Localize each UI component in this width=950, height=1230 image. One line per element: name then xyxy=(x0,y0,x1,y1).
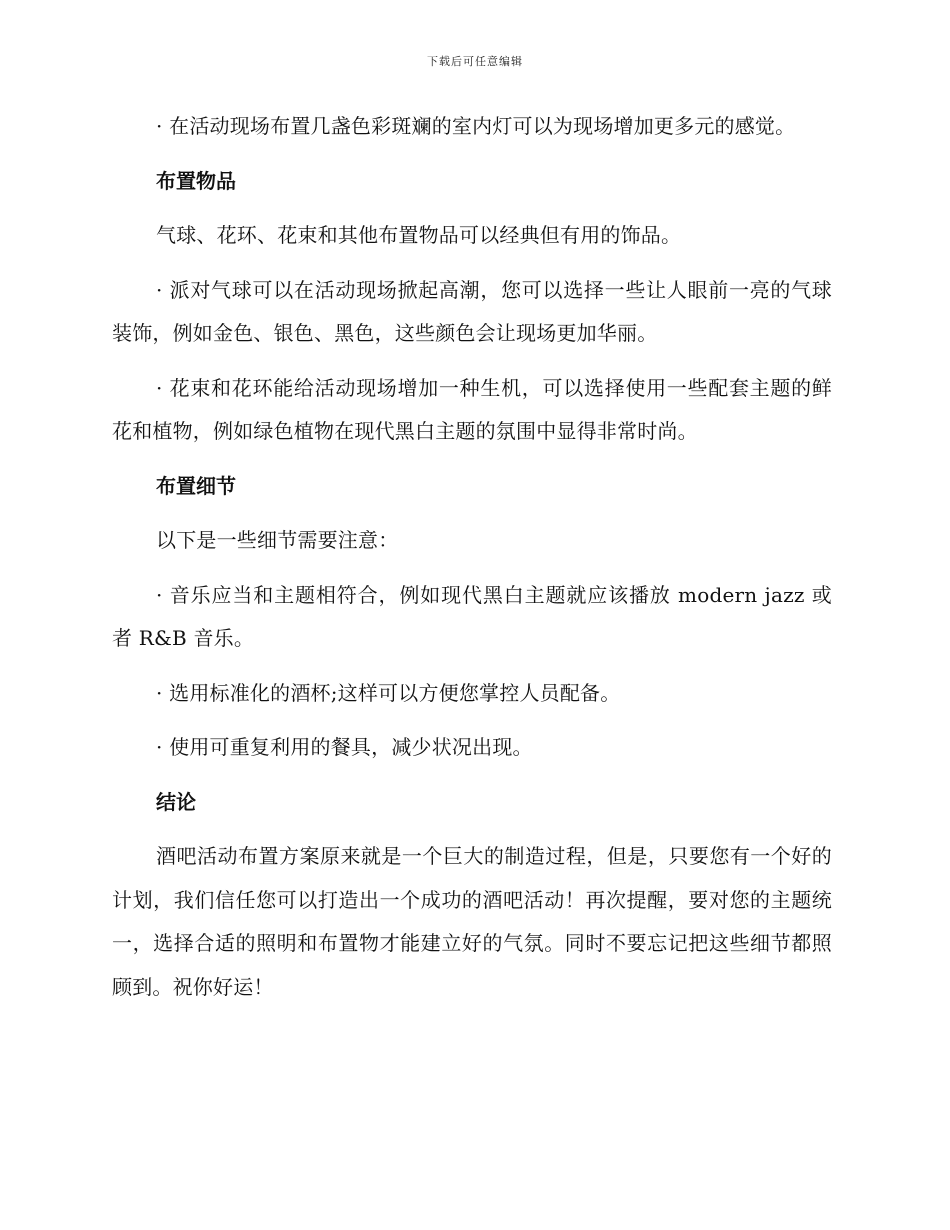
section-heading-conclusion: 结论 xyxy=(156,789,196,814)
spacer xyxy=(112,715,832,726)
paragraph-decor-intro: 气球、花环、花束和其他布置物品可以经典但有用的饰品。 xyxy=(156,223,682,247)
spacer xyxy=(112,258,832,269)
spacer xyxy=(112,454,832,465)
paragraph-music: · 音乐应当和主题相符合，例如现代黑白主题就应该播放 modern jazz 或者 R&B 音乐。 xyxy=(112,582,832,650)
spacer xyxy=(112,356,832,367)
spacer xyxy=(112,508,832,519)
spacer xyxy=(112,661,832,672)
paragraph-conclusion: 酒吧活动布置方案原来就是一个巨大的制造过程，但是，只要您有一个好的计划，我们信任您可以打造出一个成功的酒吧活动！再次提醒，要对您的主题统一，选择合适的照明和布置物才能建立好的气氛。同时不要忘记把这些细节都照顾到。祝你好运！ xyxy=(112,844,832,999)
paragraph-glassware: · 选用标准化的酒杯;这样可以方便您掌控人员配备。 xyxy=(156,680,621,705)
spacer xyxy=(112,770,832,781)
document-body xyxy=(112,105,832,1009)
paragraph-balloons: · 派对气球可以在活动现场掀起高潮，您可以选择一些让人眼前一亮的气球装饰，例如金色、银色、黑色，这些颜色会让现场更加华丽。 xyxy=(112,277,832,345)
spacer xyxy=(112,824,832,835)
spacer xyxy=(112,563,832,574)
section-heading-details: 布置细节 xyxy=(156,473,236,498)
section-heading-decor-items: 布置物品 xyxy=(156,168,236,193)
paragraph-lighting-note: · 在活动现场布置几盏色彩斑斓的室内灯可以为现场增加更多元的感觉。 xyxy=(156,114,796,138)
paragraph-details-intro: 以下是一些细节需要注意： xyxy=(156,528,399,552)
spacer xyxy=(112,149,832,160)
paragraph-tableware: · 使用可重复利用的餐具，减少状况出现。 xyxy=(156,735,533,759)
page-header: 下载后可任意编辑 xyxy=(427,55,523,68)
spacer xyxy=(112,203,832,214)
paragraph-flowers: · 花束和花环能给活动现场增加一种生机，可以选择使用一些配套主题的鲜花和植物，例如绿色植物在现代黑白主题的氛围中显得非常时尚。 xyxy=(112,375,832,443)
